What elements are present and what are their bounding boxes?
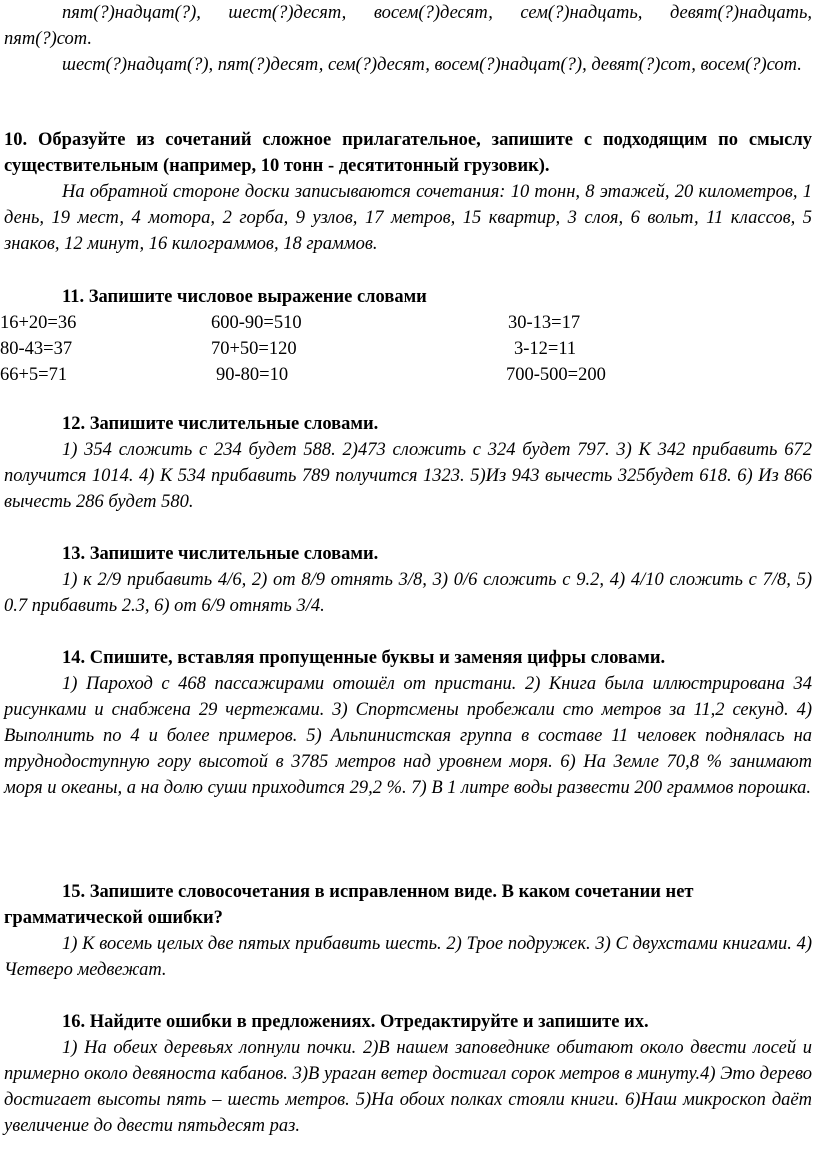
task-11-expressions [0,310,812,388]
task-13 [4,541,812,619]
task-11 [0,284,812,388]
expression: 30-13=17 [508,313,581,333]
intro-line-1: пят(?)надцат(?), шест(?)десят, восем(?)десят, сем(?)надцать, девят(?)надцать, пят(?)сот. [4,3,812,49]
task-16-body: 1) На обеих деревьях лопнули почки. 2)В нашем заповеднике обитают около двести лосей и примерно около девяноста кабанов. 3)В ураган ветер достигал сорок метров в минуту.4) Это дерево достигает высоты пять – шесть метров. 5)На обоих полках стояли книги. 6)Наш микроскоп даёт увеличение до двести пятьдесят раз. [4,1038,812,1136]
task-12 [4,411,812,515]
expression: 600-90=510 [211,313,302,333]
task-16-heading: 16. Найдите ошибки в предложениях. Отредактируйте и запишите их. [62,1012,649,1032]
intro-line-2: шест(?)надцат(?), пят(?)десят, сем(?)десят, восем(?)надцат(?), девят(?)сот, восем(?)сот. [62,55,802,75]
task-15 [4,879,812,983]
expression: 66+5=71 [0,365,68,385]
expression: 70+50=120 [211,339,297,359]
intro-block [4,0,812,78]
task-14-heading: 14. Спишите, вставляя пропущенные буквы и заменяя цифры словами. [62,648,666,668]
task-15-body: 1) К восемь целых две пятых прибавить шесть. 2) Трое подружек. 3) С двухстами книгами. 4) Четверо медвежат. [4,934,812,980]
expression: 16+20=36 [0,313,77,333]
task-13-body: 1) к 2/9 прибавить 4/6, 2) от 8/9 отнять 3/8, 3) 0/6 сложить с 9.2, 4) 4/10 сложить с 7/8, 5) 0.7 прибавить 2.3, 6) от 6/9 отнять 3/4. [4,570,812,616]
task-15-heading: 15. Запишите словосочетания в исправленном виде. В каком сочетании нет грамматической ошибки? [4,882,694,928]
expression-row [0,310,812,336]
expression: 700-500=200 [506,365,606,385]
task-10-body: На обратной стороне доски записываются сочетания: 10 тонн, 8 этажей, 20 километров, 1 день, 19 мест, 4 мотора, 2 горба, 9 узлов, 17 метров, 15 квартир, 3 слоя, 6 вольт, 11 классов, 5 знаков, 12 минут, 16 килограммов, 18 граммов. [4,182,812,254]
expression: 80-43=37 [0,339,73,359]
task-10-heading: 10. Образуйте из сочетаний сложное прилагательное, запишите с подходящим по смыслу существительным (например, 10 тонн - десятитонный грузовик). [4,130,812,176]
expression: 90-80=10 [216,365,289,385]
task-12-body: 1) 354 сложить с 234 будет 588. 2)473 сложить с 324 будет 797. 3) К 342 прибавить 672 получится 1014. 4) К 534 прибавить 789 получится 1323. 5)Из 943 вычесть 325будет 618. 6) Из 866 вычесть 286 будет 580. [4,440,812,512]
task-12-heading: 12. Запишите числительные словами. [62,414,379,434]
task-16 [4,1009,812,1139]
task-10 [4,127,812,257]
task-14 [4,645,812,801]
expression-row [0,336,812,362]
task-13-heading: 13. Запишите числительные словами. [62,544,379,564]
task-11-heading: 11. Запишите числовое выражение словами [62,287,427,307]
task-14-body: 1) Пароход с 468 пассажирами отошёл от пристани. 2) Книга была иллюстрирована 34 рисунками и снабжена 29 чертежами. 3) Спортсмены пробежали сто метров за 11,2 секунд. 4) Выполнить по 4 и более примеров. 5) Альпинистская группа в составе 11 человек поднялась на труднодоступную гору высотой в 3785 метров над уровнем моря. 6) На Земле 70,8 % занимают моря и океаны, а на долю суши приходится 29,2 %. 7) В 1 литре воды развести 200 граммов порошка. [4,674,812,798]
expression-row [0,362,812,388]
expression: 3-12=11 [514,339,577,359]
